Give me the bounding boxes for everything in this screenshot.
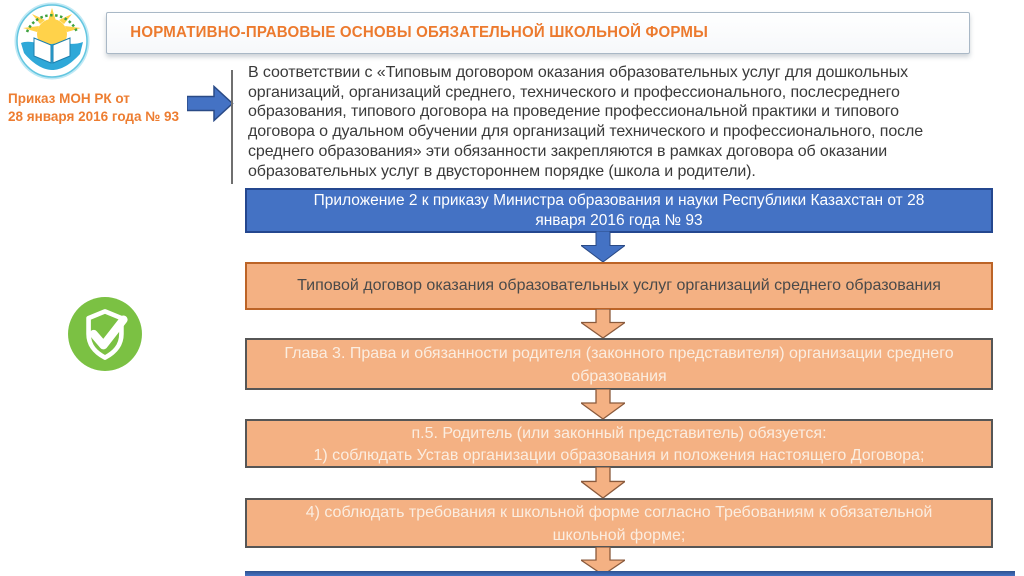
appendix-line: января 2016 года № 93: [535, 212, 703, 229]
step-line: п.5. Родитель (или законный представитель) обязуется:: [411, 425, 827, 442]
school-logo: [13, 1, 91, 81]
slide-title: НОРМАТИВНО-ПРАВОВЫЕ ОСНОВЫ ОБЯЗАТЕЛЬНОЙ ШКОЛЬНОЙ ФОРМЫ: [130, 24, 709, 41]
shield-check-glyph: [67, 296, 143, 372]
step-line: образования: [571, 368, 667, 385]
intro-line: организаций, организаций среднего, технического и профессионального, послесреднего: [248, 83, 900, 101]
section-divider: [231, 70, 233, 184]
step-line: Глава 3. Права и обязанности родителя (законного представителя) организации среднего: [284, 345, 954, 362]
next-box-edge: [245, 571, 1015, 576]
school-emblem-icon: [13, 1, 91, 81]
step-line: 1) соблюдать Устав организации образования и положения настоящего Договора;: [313, 446, 925, 464]
arrow-down-icon: [581, 467, 625, 498]
arrow-down-icon: [581, 309, 625, 338]
step-line: 4) соблюдать требования к школьной форме согласно Требованиям к обязательной: [305, 504, 933, 521]
flow-step-3: [245, 419, 993, 468]
intro-line: договора о дуальном обучении для организаций технического и профессионального, после: [248, 123, 924, 141]
shield-check-icon: [67, 296, 143, 372]
order-reference-line2: 28 января 2016 года № 93: [8, 109, 180, 124]
appendix-box: [245, 188, 993, 233]
intro-line: В соответствии с «Типовым договором оказания образовательных услуг для дошкольных: [248, 64, 909, 81]
intro-line: образовательных услуг в двустороннем порядке (школа и родители).: [248, 162, 756, 180]
flow-step-2: [245, 338, 993, 390]
title-bar: [106, 12, 970, 54]
intro-line: образования, типового договора на проведение профессиональной практики и типового: [248, 103, 899, 121]
step-line: школьной форме;: [552, 526, 686, 544]
arrow-down-icon: [581, 231, 625, 262]
flow-step-4: [245, 498, 993, 548]
arrow-down-icon: [581, 389, 625, 419]
order-reference-line1: Приказ МОН РК от: [8, 91, 130, 106]
appendix-line: Приложение 2 к приказу Министра образования и науки Республики Казахстан от 28: [313, 192, 925, 209]
step-line: Типовой договор оказания образовательных услуг организаций среднего образования: [297, 277, 941, 294]
flow-step-1: [245, 262, 993, 310]
intro-line: среднего образования» эти обязанности закрепляются в рамках договора об оказании: [248, 142, 888, 160]
intro-paragraph: [248, 63, 923, 181]
arrow-right-icon: [187, 85, 234, 122]
